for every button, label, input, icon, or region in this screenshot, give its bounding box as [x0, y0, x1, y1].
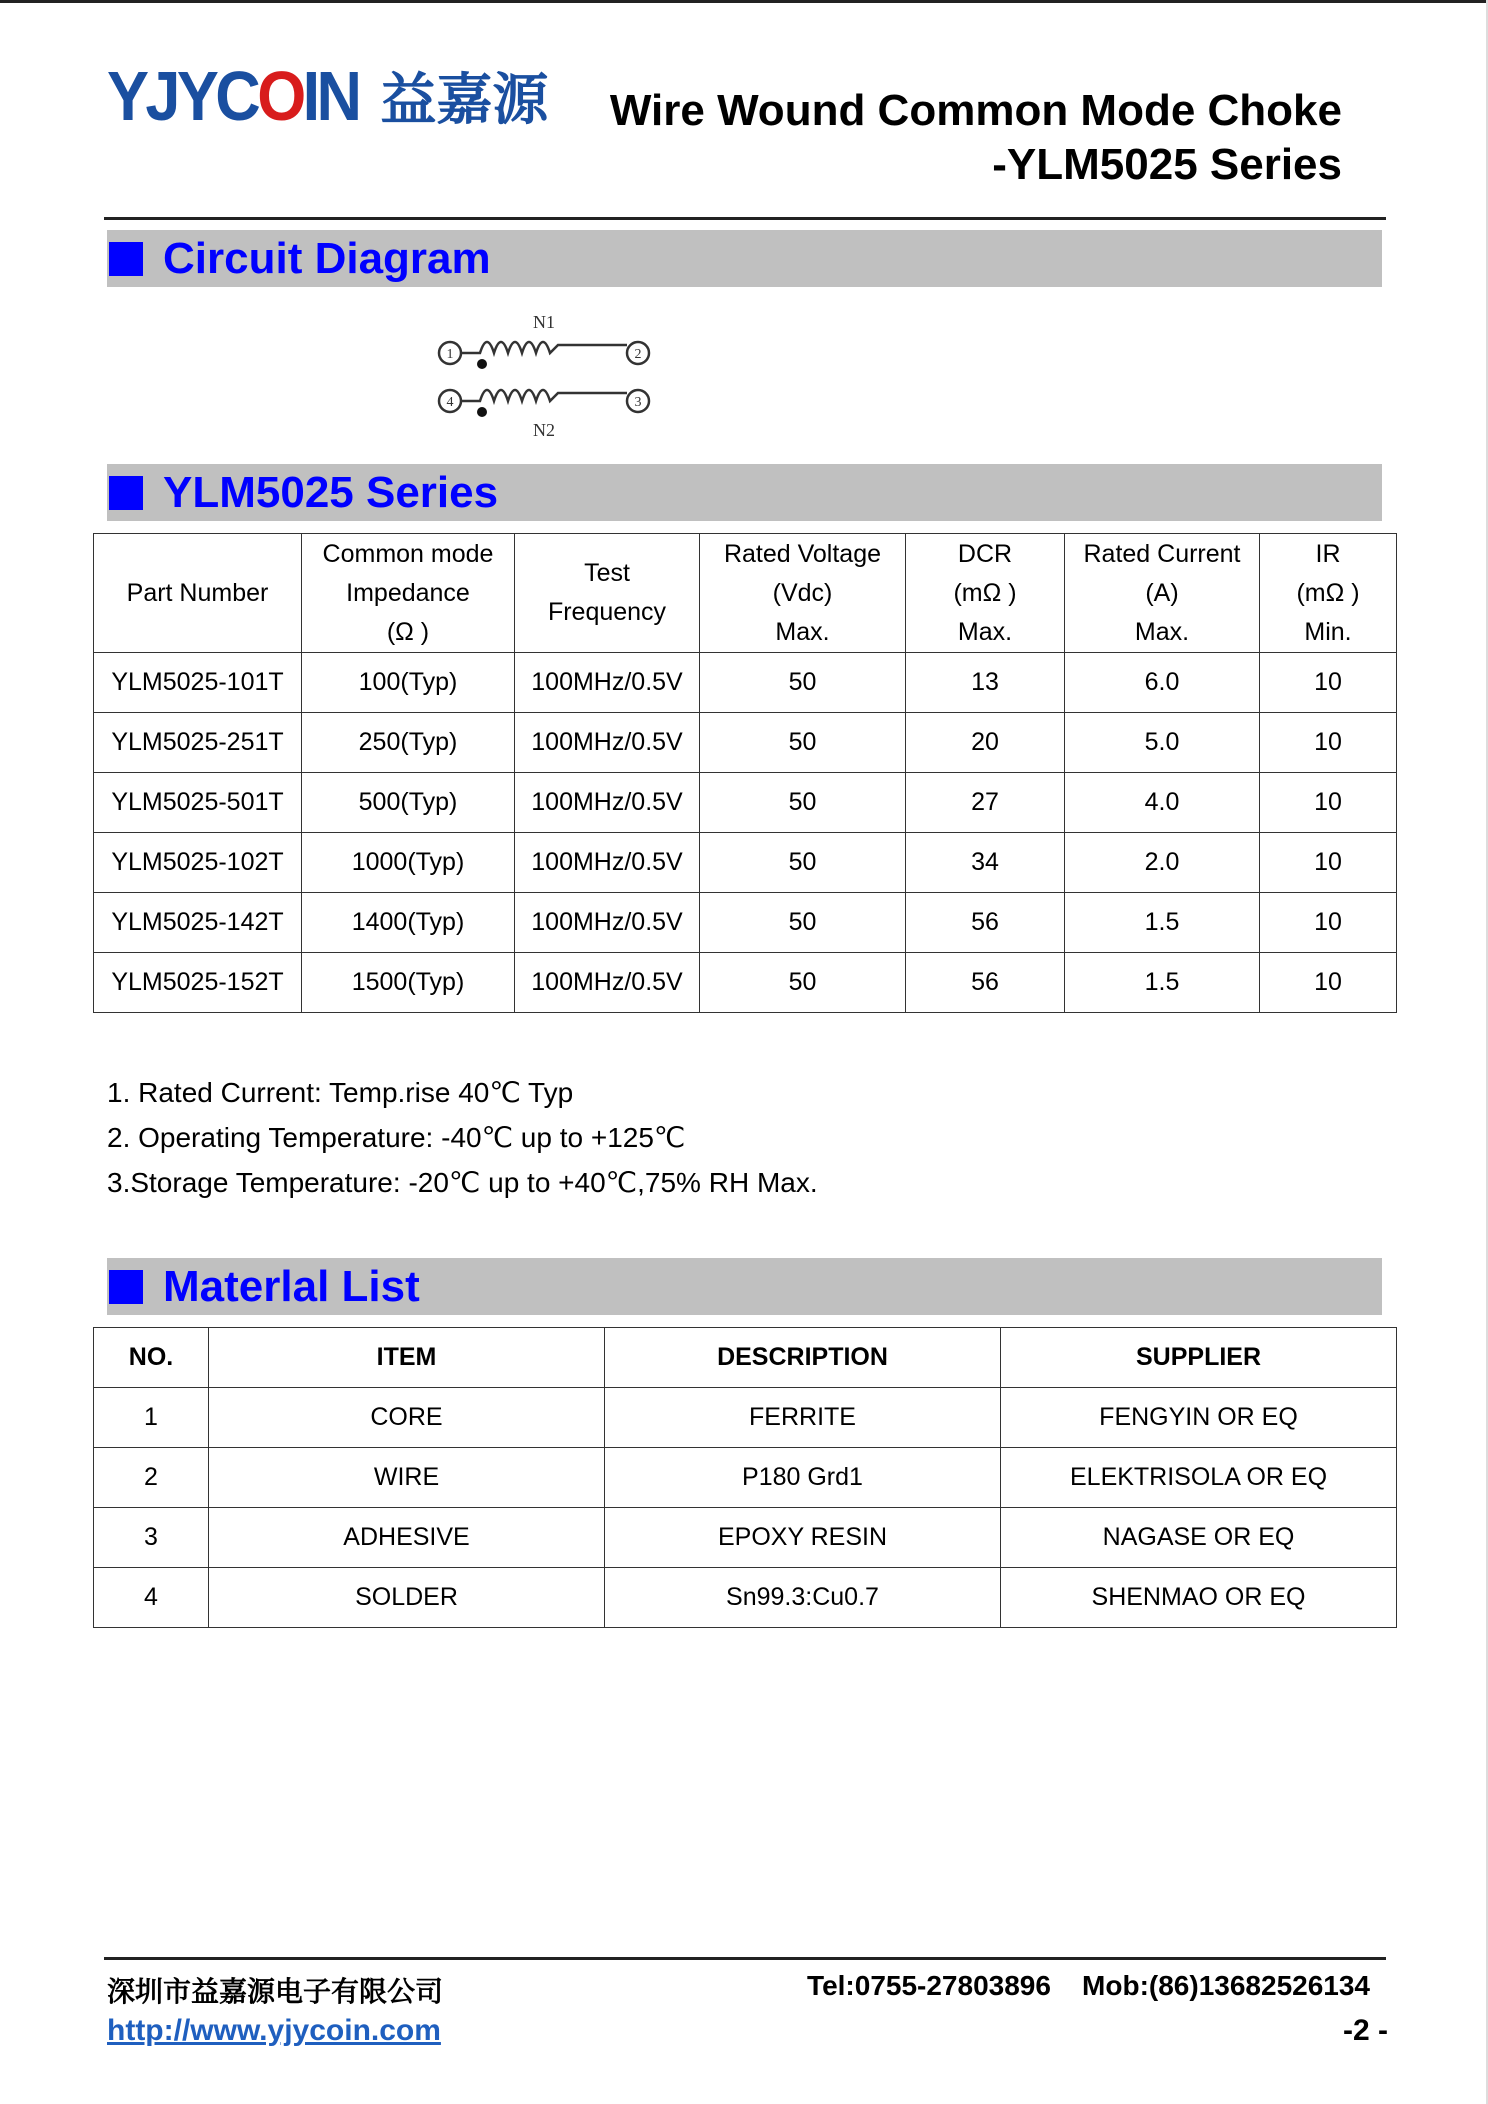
table-cell: SHENMAO OR EQ: [1001, 1568, 1397, 1628]
notes: [107, 1070, 818, 1205]
section-material-list: [107, 1258, 1382, 1315]
table-row: [94, 773, 1397, 833]
table-cell: YLM5025-142T: [94, 893, 302, 953]
table-cell: 50: [700, 893, 906, 953]
header-line: Frequency: [547, 598, 667, 626]
table-cell: 1000(Typ): [302, 833, 515, 893]
header-line: (mΩ ): [1296, 578, 1360, 607]
table-cell: 50: [700, 713, 906, 773]
header-line: Impedance: [346, 578, 470, 607]
table-row: [94, 713, 1397, 773]
table-cell: 1.5: [1065, 893, 1260, 953]
note-item: 2. Operating Temperature: -40℃ up to +125℃: [107, 1122, 686, 1153]
table-cell: 56: [906, 953, 1065, 1013]
table-cell: 100MHz/0.5V: [515, 653, 700, 713]
table-cell: YLM5025-501T: [94, 773, 302, 833]
winding-n2: N2: [533, 420, 555, 440]
table-cell: P180 Grd1: [605, 1448, 1001, 1508]
table-cell: YLM5025-101T: [94, 653, 302, 713]
table-cell: 34: [906, 833, 1065, 893]
table-cell: 3: [94, 1508, 209, 1568]
header-line: Test: [584, 559, 630, 587]
table-cell: 56: [906, 893, 1065, 953]
pin-3: 3: [634, 395, 642, 410]
table-cell: 1500(Typ): [302, 953, 515, 1013]
table-cell: FENGYIN OR EQ: [1001, 1388, 1397, 1448]
section-marker: [109, 242, 143, 276]
document-title: [610, 84, 1342, 192]
table-cell: 100MHz/0.5V: [515, 893, 700, 953]
column-header: DESCRIPTION: [605, 1328, 1001, 1388]
circuit-diagram: [430, 312, 660, 447]
pin-2: 2: [634, 347, 642, 362]
table-cell: 10: [1260, 653, 1397, 713]
table-cell: 50: [700, 953, 906, 1013]
column-header: [515, 534, 700, 653]
table-cell: 1400(Typ): [302, 893, 515, 953]
section-title: Circuit Diagram: [163, 233, 491, 283]
table-cell: YLM5025-251T: [94, 713, 302, 773]
table-cell: 50: [700, 653, 906, 713]
table-cell: 10: [1260, 953, 1397, 1013]
header-line: Min.: [1304, 617, 1352, 646]
table-cell: 4: [94, 1568, 209, 1628]
table-cell: 50: [700, 773, 906, 833]
table-cell: 13: [906, 653, 1065, 713]
table-cell: 10: [1260, 773, 1397, 833]
logo-text-cn: 益嘉源: [380, 68, 549, 131]
header-line: Max.: [1134, 617, 1190, 646]
table-row: [94, 833, 1397, 893]
column-header: [94, 534, 302, 653]
company-logo: [107, 56, 548, 136]
column-header: [1065, 534, 1260, 653]
table-cell: YLM5025-102T: [94, 833, 302, 893]
table-row: [94, 1448, 1397, 1508]
table-row: [94, 1568, 1397, 1628]
header-line: Max.: [775, 617, 830, 646]
table-cell: 2.0: [1065, 833, 1260, 893]
table-cell: 27: [906, 773, 1065, 833]
table-cell: CORE: [209, 1388, 605, 1448]
page-number: -2 -: [1343, 2014, 1388, 2047]
section-title: YLM5025 Series: [163, 467, 499, 517]
spec-table-header: [94, 534, 1397, 653]
table-row: [94, 953, 1397, 1013]
header-line: DCR: [957, 539, 1013, 568]
table-cell: FERRITE: [605, 1388, 1001, 1448]
column-header: [700, 534, 906, 653]
logo-text-en: YJYCOIN: [107, 57, 359, 135]
winding-n1: N1: [533, 312, 555, 332]
polarity-dot: [477, 407, 487, 417]
title-line-1: Wire Wound Common Mode Choke: [609, 86, 1342, 135]
footer-divider: [104, 1957, 1386, 1960]
pin-4: 4: [446, 395, 454, 410]
table-cell: EPOXY RESIN: [605, 1508, 1001, 1568]
table-cell: NAGASE OR EQ: [1001, 1508, 1397, 1568]
table-cell: 10: [1260, 713, 1397, 773]
header-line: (mΩ ): [953, 578, 1017, 607]
table-cell: SOLDER: [209, 1568, 605, 1628]
table-cell: 10: [1260, 833, 1397, 893]
material-table: [93, 1327, 1397, 1628]
spec-table: [93, 533, 1397, 1013]
section-marker: [109, 1270, 143, 1304]
table-cell: Sn99.3:Cu0.7: [605, 1568, 1001, 1628]
header-divider: [104, 217, 1386, 220]
table-cell: 2: [94, 1448, 209, 1508]
column-header: NO.: [94, 1328, 209, 1388]
footer-contact: Tel:0755-27803896 Mob:(86)13682526134: [807, 1970, 1370, 2001]
header-line: (Ω ): [386, 617, 430, 646]
table-cell: 100MHz/0.5V: [515, 713, 700, 773]
footer-website-link[interactable]: http://www.yjycoin.com: [107, 2014, 441, 2047]
section-circuit-diagram: [107, 230, 1382, 287]
pin-1: 1: [446, 347, 454, 362]
table-cell: 5.0: [1065, 713, 1260, 773]
table-cell: 6.0: [1065, 653, 1260, 713]
header-line: IR: [1315, 539, 1341, 568]
table-cell: 100MHz/0.5V: [515, 833, 700, 893]
table-row: [94, 893, 1397, 953]
header-line: (A): [1145, 578, 1179, 607]
column-header: [906, 534, 1065, 653]
table-cell: YLM5025-152T: [94, 953, 302, 1013]
footer-company: 深圳市益嘉源电子有限公司: [107, 1975, 444, 2008]
table-cell: 100MHz/0.5V: [515, 773, 700, 833]
material-table-header: [94, 1328, 1397, 1388]
table-row: [94, 653, 1397, 713]
header-line: Rated Current: [1083, 539, 1241, 568]
header-line: Common mode: [322, 539, 494, 568]
section-marker: [109, 476, 143, 510]
top-border: [0, 0, 1488, 3]
table-cell: ELEKTRISOLA OR EQ: [1001, 1448, 1397, 1508]
header-line: Part Number: [126, 578, 269, 607]
section-series: [107, 464, 1382, 521]
title-line-2: -YLM5025 Series: [992, 140, 1342, 189]
polarity-dot: [477, 359, 487, 369]
note-item: 1. Rated Current: Temp.rise 40℃ Typ: [107, 1077, 574, 1108]
column-header: [302, 534, 515, 653]
table-cell: 4.0: [1065, 773, 1260, 833]
table-cell: 10: [1260, 893, 1397, 953]
column-header: [1260, 534, 1397, 653]
table-cell: 100(Typ): [302, 653, 515, 713]
table-row: [94, 1508, 1397, 1568]
header-line: Max.: [957, 617, 1013, 646]
column-header: ITEM: [209, 1328, 605, 1388]
header-line: (Vdc): [772, 578, 833, 607]
table-cell: 1: [94, 1388, 209, 1448]
table-cell: 20: [906, 713, 1065, 773]
section-title: Materlal List: [163, 1261, 420, 1311]
table-cell: ADHESIVE: [209, 1508, 605, 1568]
table-cell: WIRE: [209, 1448, 605, 1508]
column-header: SUPPLIER: [1001, 1328, 1397, 1388]
table-row: [94, 1388, 1397, 1448]
table-cell: 100MHz/0.5V: [515, 953, 700, 1013]
table-cell: 250(Typ): [302, 713, 515, 773]
table-cell: 1.5: [1065, 953, 1260, 1013]
table-cell: 50: [700, 833, 906, 893]
table-cell: 500(Typ): [302, 773, 515, 833]
note-item: 3.Storage Temperature: -20℃ up to +40℃,75% RH Max.: [107, 1167, 818, 1198]
header-line: Rated Voltage: [723, 539, 882, 568]
